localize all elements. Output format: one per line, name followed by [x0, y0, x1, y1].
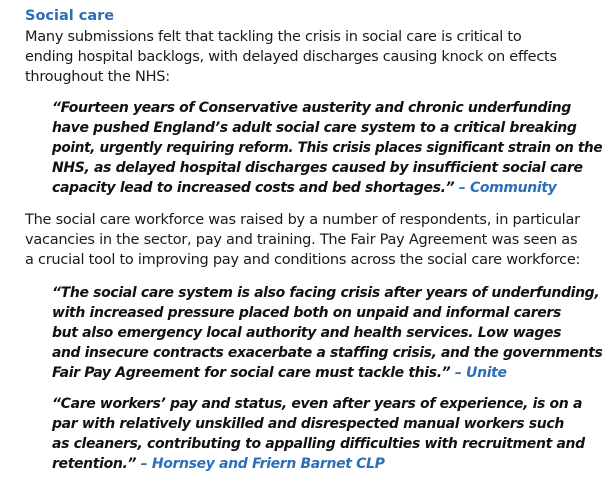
- quote-text: retention.”: [52, 456, 137, 472]
- quote-line: “Fourteen years of Conservative austerity and chronic underfunding: [52, 100, 571, 116]
- quote-line: [52, 178, 556, 198]
- quote-attribution: – Hornsey and Friern Barnet CLP: [136, 456, 385, 472]
- quote-attribution: – Community: [454, 180, 557, 196]
- quote-line: point, urgently requiring reform. This crisis places significant strain on the: [52, 140, 603, 156]
- paragraph-line: The social care workforce was raised by a number of respondents, in particular: [25, 212, 580, 228]
- quote-line: “Care workers’ pay and status, even after years of experience, is on a: [52, 396, 583, 412]
- paragraph-line: vacancies in the sector, pay and training. The Fair Pay Agreement was seen as: [25, 232, 578, 248]
- intro-line: Many submissions felt that tackling the crisis in social care is critical to: [25, 29, 522, 45]
- intro-line: throughout the NHS:: [25, 69, 170, 85]
- quote-attribution: – Unite: [450, 365, 507, 381]
- quote-line: [52, 454, 385, 474]
- quote-line: with increased pressure placed both on unpaid and informal carers: [52, 305, 561, 321]
- section-heading: Social care: [25, 8, 115, 24]
- quote-line: NHS, as delayed hospital discharges caused by insufficient social care: [52, 160, 583, 176]
- intro-line: ending hospital backlogs, with delayed discharges causing knock on effects: [25, 49, 557, 65]
- quote-line: par with relatively unskilled and disrespected manual workers such: [52, 416, 564, 432]
- quote-line: [52, 363, 507, 383]
- quote-line: but also emergency local authority and health services. Low wages: [52, 325, 562, 341]
- quote-line: “The social care system is also facing crisis after years of underfunding,: [52, 285, 600, 301]
- quote-text: Fair Pay Agreement for social care must tackle this.”: [52, 365, 451, 381]
- quote-line: and insecure contracts exacerbate a staffing crisis, and the governments: [52, 345, 603, 361]
- quote-line: have pushed England’s adult social care system to a critical breaking: [52, 120, 577, 136]
- quote-text: capacity lead to increased costs and bed shortages.”: [52, 180, 455, 196]
- paragraph-line: a crucial tool to improving pay and conditions across the social care workforce:: [25, 252, 581, 268]
- quote-line: as cleaners, contributing to appalling difficulties with recruitment and: [52, 436, 585, 452]
